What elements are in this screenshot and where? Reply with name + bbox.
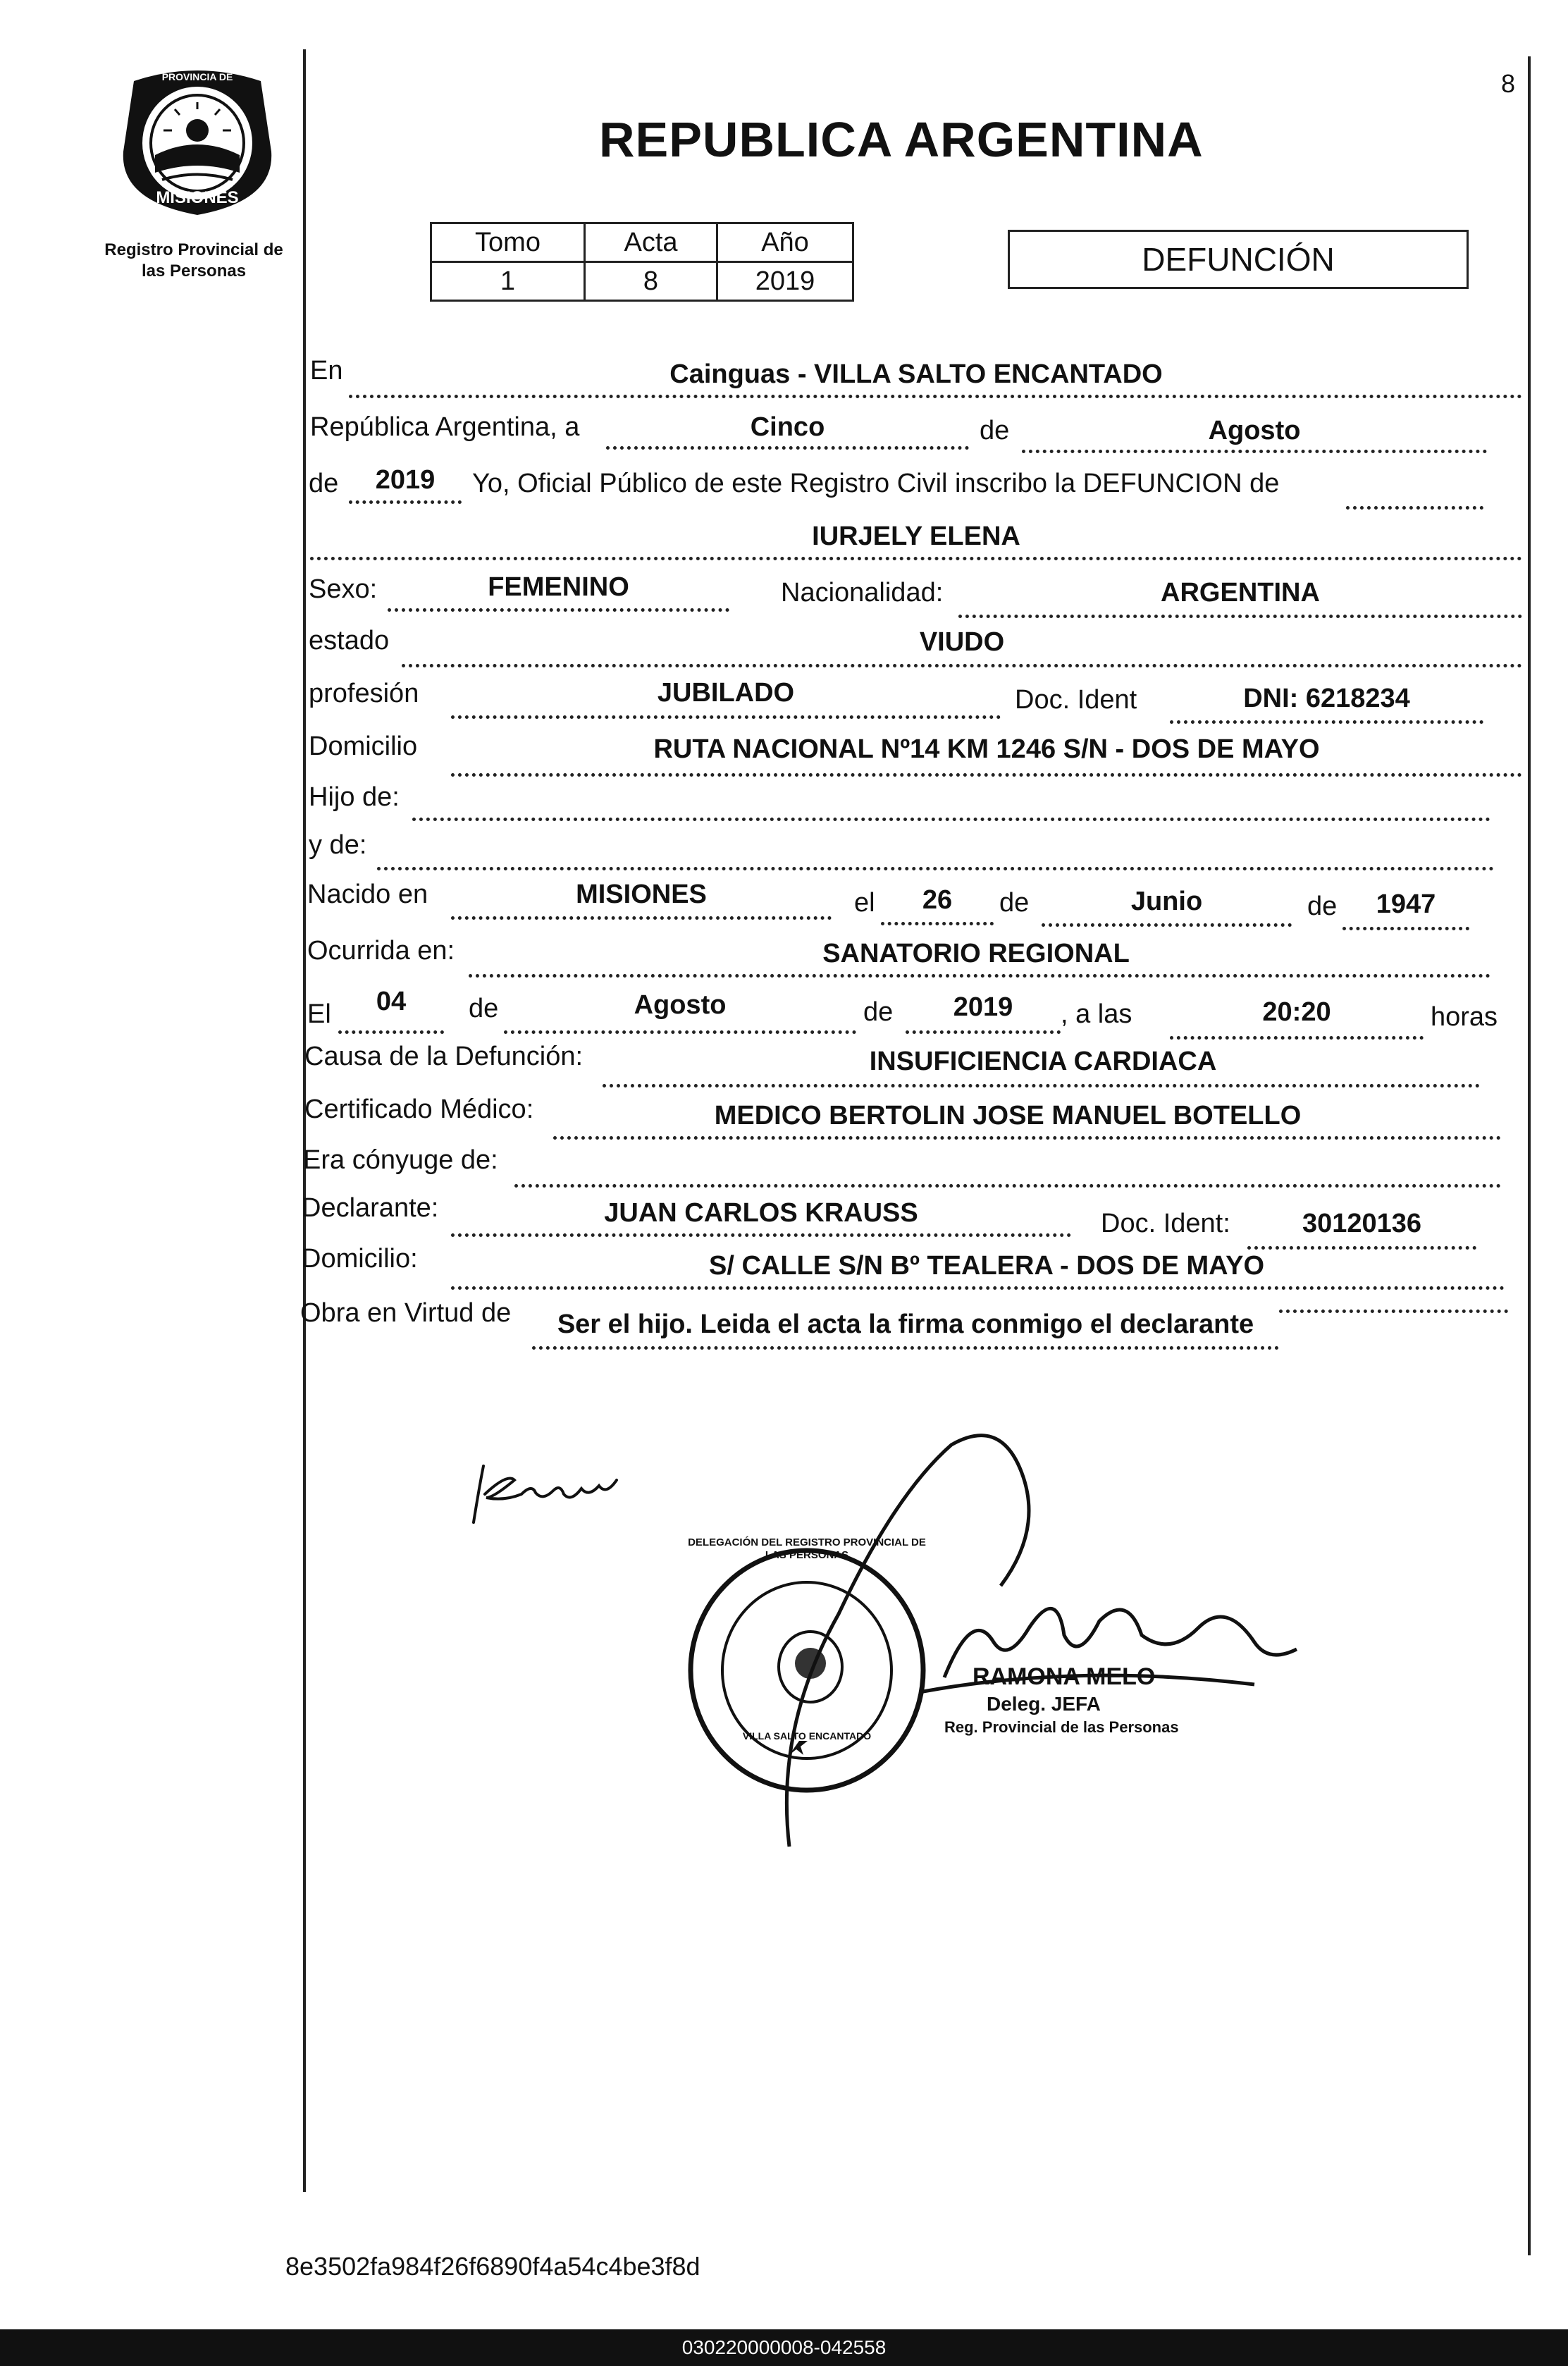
value-sexo: FEMENINO — [488, 572, 629, 602]
label-obra: Obra en Virtud de — [300, 1298, 512, 1328]
label-domicilio: Domicilio — [309, 732, 418, 761]
dots-el-dia — [338, 1030, 444, 1034]
value-decl-domicilio: S/ CALLE S/N Bº TEALERA - DOS DE MAYO — [708, 1251, 1265, 1281]
value-anio: 2019 — [375, 465, 436, 495]
label-de-mes: de — [980, 416, 1010, 445]
label-causa: Causa de la Defunción: — [304, 1042, 584, 1071]
dots-nacido-en — [451, 916, 832, 920]
volume-value-tomo: 1 — [431, 262, 585, 301]
label-profesion: profesión — [309, 679, 419, 708]
dots-conyuge — [514, 1184, 1501, 1188]
label-nac-mes: de — [999, 888, 1030, 918]
value-nac-mes: Junio — [1130, 887, 1203, 916]
doc-type-box — [1008, 230, 1469, 289]
official-signature — [761, 1431, 1325, 1854]
stamp-inner-text: VILLA SALTO ENCANTADO — [742, 1730, 872, 1742]
dots-de-mes — [1022, 450, 1487, 453]
official-signature-icon — [761, 1431, 1325, 1854]
label-anio: de — [309, 469, 339, 498]
declarant-signature — [465, 1459, 634, 1529]
dots-nombre — [310, 557, 1522, 560]
dots-profesion — [451, 715, 1001, 719]
label-en: En — [310, 356, 343, 386]
dots-domicilio — [451, 773, 1522, 777]
dots-y-de — [377, 867, 1494, 870]
value-nacionalidad: ARGENTINA — [1161, 578, 1320, 608]
dots-nac-el — [881, 922, 994, 925]
dots-obra — [532, 1346, 1279, 1350]
stamp-ring-text: DELEGACIÓN DEL REGISTRO PROVINCIAL DE LAS PERSONAS — [688, 1536, 926, 1561]
volume-table — [430, 222, 854, 302]
value-hora: 20:20 — [1262, 997, 1331, 1027]
page-number: 8 — [1501, 69, 1516, 98]
value-profesion: JUBILADO — [657, 678, 795, 708]
value-declarante: JUAN CARLOS KRAUSS — [604, 1198, 918, 1228]
signature-krauss-icon — [465, 1459, 634, 1529]
dots-nacionalidad — [958, 615, 1522, 618]
signer-title: Deleg. JEFA — [987, 1693, 1101, 1715]
dots-ocurrida-en — [469, 974, 1490, 978]
value-estado: VIUDO — [919, 627, 1005, 657]
value-nombre: IURJELY ELENA — [812, 522, 1020, 551]
dots-inscribo — [1346, 506, 1483, 510]
document-hash: 8e3502fa984f26f6890f4a54c4be3f8d — [285, 2252, 700, 2281]
label-y-de: y de: — [309, 830, 367, 860]
value-domicilio: RUTA NACIONAL Nº14 KM 1246 S/N - DOS DE MAYO — [653, 734, 1320, 764]
label-decl-doc: Doc. Ident: — [1101, 1209, 1230, 1238]
label-nac-anio: de — [1307, 892, 1338, 921]
dots-obra-right — [1279, 1310, 1508, 1313]
seal-title: PROVINCIA DE — [161, 71, 233, 82]
label-sexo: Sexo: — [309, 574, 378, 604]
dots-el-mes — [504, 1030, 856, 1034]
label-horas: horas — [1431, 1002, 1498, 1032]
dots-hora — [1170, 1036, 1424, 1040]
doc-type-label: DEFUNCIÓN — [1142, 241, 1335, 278]
label-el-anio: de — [863, 997, 894, 1027]
dots-declarante — [451, 1233, 1071, 1237]
dots-el-anio — [906, 1030, 1061, 1034]
dots-causa — [603, 1084, 1480, 1088]
label-republica: República Argentina, a — [310, 412, 580, 442]
dots-hijo-de — [412, 818, 1490, 821]
value-doc-ident: DNI: 6218234 — [1243, 684, 1410, 713]
label-ocurrida-en: Ocurrida en: — [307, 936, 455, 966]
label-conyuge: Era cónyuge de: — [303, 1145, 498, 1175]
label-hijo-de: Hijo de: — [309, 782, 400, 812]
dots-en — [349, 395, 1522, 398]
seal-subtitle: MISIONES — [156, 188, 239, 207]
misiones-seal — [113, 67, 282, 218]
value-nac-anio: 1947 — [1376, 889, 1436, 919]
label-nac-el: el — [854, 888, 875, 918]
dots-decl-domicilio — [451, 1286, 1505, 1290]
page-title: REPUBLICA ARGENTINA — [599, 112, 1204, 167]
signer-name: RAMONA MELO — [973, 1663, 1156, 1690]
label-el-dia: El — [307, 999, 331, 1029]
signer-office: Reg. Provincial de las Personas — [944, 1718, 1179, 1736]
value-nac-el: 26 — [922, 885, 953, 915]
value-ocurrida-en: SANATORIO REGIONAL — [822, 939, 1130, 968]
value-certificado: MEDICO BERTOLIN JOSE MANUEL BOTELLO — [714, 1101, 1302, 1130]
dots-certificado — [553, 1136, 1501, 1140]
volume-header-acta: Acta — [585, 223, 717, 262]
label-estado: estado — [309, 626, 390, 655]
barcode-text: 030220000008-042558 — [681, 2336, 887, 2358]
volume-value-acta: 8 — [585, 262, 717, 301]
value-el-anio: 2019 — [953, 992, 1013, 1022]
value-nacido-en: MISIONES — [576, 880, 707, 909]
value-en: Cainguas - VILLA SALTO ENCANTADO — [669, 359, 1163, 389]
office-name-line-2: las Personas — [141, 261, 247, 281]
value-causa: INSUFICIENCIA CARDIACA — [869, 1047, 1217, 1076]
office-name-line-1: Registro Provincial de — [104, 240, 283, 259]
value-el-mes: Agosto — [634, 990, 727, 1020]
dots-republica — [606, 446, 969, 450]
label-hora: , a las — [1061, 999, 1132, 1029]
label-doc-ident: Doc. Ident — [1015, 685, 1137, 715]
label-nacionalidad: Nacionalidad: — [781, 578, 944, 608]
volume-value-anio: 2019 — [717, 262, 853, 301]
value-el-dia: 04 — [376, 987, 407, 1016]
dots-estado — [402, 664, 1522, 667]
value-republica: Cinco — [750, 412, 825, 442]
office-name — [81, 240, 307, 282]
value-decl-doc: 30120136 — [1302, 1209, 1422, 1238]
label-certificado: Certificado Médico: — [304, 1095, 534, 1124]
dots-anio — [349, 500, 462, 504]
right-margin-line — [1528, 56, 1531, 2255]
label-el-mes: de — [469, 994, 499, 1023]
dots-decl-doc — [1247, 1246, 1476, 1250]
label-decl-domicilio: Domicilio: — [302, 1244, 418, 1274]
dots-sexo — [388, 608, 729, 612]
value-de-mes: Agosto — [1208, 416, 1301, 445]
barcode-strip — [0, 2329, 1568, 2366]
dots-nac-mes — [1042, 923, 1292, 927]
dots-nac-anio — [1342, 927, 1469, 930]
dots-doc-ident — [1170, 720, 1483, 724]
value-obra: Ser el hijo. Leida el acta la firma conmigo el declarante — [557, 1310, 1254, 1339]
volume-header-tomo: Tomo — [431, 223, 585, 262]
label-declarante: Declarante: — [302, 1193, 439, 1223]
label-inscribo: Yo, Oficial Público de este Registro Civil inscribo la DEFUNCION de — [472, 469, 1280, 498]
volume-header-anio: Año — [717, 223, 853, 262]
label-nacido-en: Nacido en — [307, 880, 428, 909]
